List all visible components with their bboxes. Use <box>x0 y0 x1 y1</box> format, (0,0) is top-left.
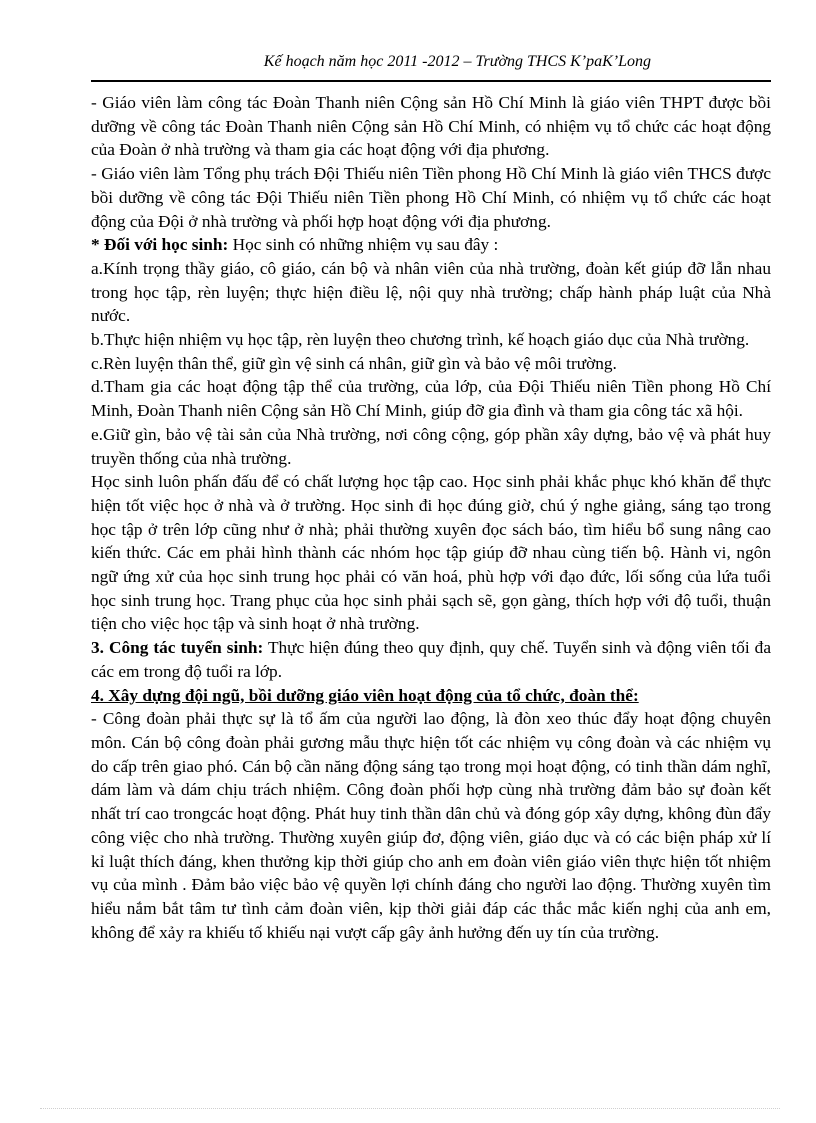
doi-ngu-heading: 4. Xây dựng đội ngũ, bồi dưỡng giáo viên hoạt động của tổ chức, đoàn thể: <box>91 685 639 705</box>
document-body <box>91 91 771 944</box>
paragraph-hoc-sinh-intro <box>91 233 771 257</box>
list-item-b: b.Thực hiện nhiệm vụ học tập, rèn luyện theo chương trình, kế hoạch giáo dục của Nhà trường. <box>91 330 750 350</box>
list-item-e: e.Giữ gìn, bảo vệ tài sản của Nhà trường, nơi công cộng, góp phần xây dựng, bảo vệ và phát huy truyền thống của nhà trường. <box>91 424 771 468</box>
list-item-d: d.Tham gia các hoạt động tập thể của trường, của lớp, của Đội Thiếu niên Tiền phong Hồ Chí Minh, Đoàn Thanh niên Cộng sản Hồ Chí Minh, giúp đỡ gia đình và tham gia công tác xã hội. <box>91 377 771 421</box>
section-heading-doi-ngu <box>91 684 771 708</box>
page-header: Kế hoạch năm học 2011 -2012 – Trường THCS K’paK’Long <box>263 53 651 70</box>
paragraph-doi-thieu-nien: - Giáo viên làm Tổng phụ trách Đội Thiếu niên Tiền phong Hồ Chí Minh là giáo viên THCS được bồi dưỡng về công tác Đội Thiếu niên Tiền phong Hồ Chí Minh, có nhiệm vụ tổ chức các hoạt động của Đội ở nhà trường và phối hợp hoạt động với địa phương. <box>91 164 771 231</box>
paragraph-cong-doan: - Công đoàn phải thực sự là tổ ấm của người lao động, là đòn xeo thúc đẩy hoạt động chuyên môn. Cán bộ công đoàn phải gương mẫu thực hiện tốt các nhiệm vụ công đoàn và các nhiệm vụ do cấp trên giao phó. Cán bộ cần năng động sáng tạo trong mọi hoạt động, có tinh thần dám nghĩ, dám làm và dám chịu trách nhiệm. Công đoàn phối hợp cùng nhà trường đảm bảo sự đoàn kết nhất trí cao trongcác hoạt động. Phát huy tinh thần dân chủ và đóng góp xây dựng, không đùn đẩy công việc cho nhà trường. Thường xuyên giúp đơ, động viên, giáo dục và có các biện pháp xử lí kỉ luật thích đáng, khen thưởng kịp thời giúp cho anh em đoàn viên giáo viên thực hiện tốt nhiệm vụ của mình . Đảm bảo việc bảo vệ quyền lợi chính đáng cho người lao động. Thường xuyên tìm hiểu nắm bắt tâm tư tình cảm đoàn viên, kịp thời giải đáp các thắc mắc kiến nghị của anh em, không để xảy ra khiếu tố khiếu nại vượt cấp gây ảnh hưởng đến uy tín của trường. <box>91 709 771 942</box>
tuyen-sinh-text: Thực hiện đúng theo quy định, quy chế. Tuyển sinh và động viên tối đa các em trong độ tuổi ra lớp. <box>91 638 771 681</box>
footer-rule <box>40 1108 780 1109</box>
paragraph-hoc-tap: Học sinh luôn phấn đấu để có chất lượng học tập cao. Học sinh phải khắc phục khó khăn để thực hiện tốt việc học ở nhà và ở trường. Học sinh đi học đúng giờ, chú ý nghe giảng, sáng tạo trong học tập ở trên lớp cũng như ở nhà; phải thường xuyên đọc sách báo, tìm hiểu bổ sung nâng cao kiến thức. Các em phải hình thành các nhóm học tập giúp đỡ nhau cùng tiến bộ. Hành vi, ngôn ngữ ứng xử của học sinh trung học phải có văn hoá, phù hợp với đạo đức, lối sống của lứa tuổi học sinh trung học. Trang phục của học sinh phải sạch sẽ, gọn gàng, thích hợp với độ tuổi, thuận tiện cho việc học tập và sinh hoạt ở nhà trường. <box>91 472 771 634</box>
paragraph-doan-thanh-nien: - Giáo viên làm công tác Đoàn Thanh niên Cộng sản Hồ Chí Minh là giáo viên THPT được bồi dưỡng về công tác Đoàn Thanh niên Cộng sản Hồ Chí Minh, có nhiệm vụ tổ chức các hoạt động của Đoàn ở nhà trường và tham gia các hoạt động với địa phương. <box>91 93 771 160</box>
paragraph-tuyen-sinh <box>91 636 771 683</box>
tuyen-sinh-heading: 3. Công tác tuyển sinh: <box>91 638 264 658</box>
list-item-a: a.Kính trọng thầy giáo, cô giáo, cán bộ và nhân viên của nhà trường, đoàn kết giúp đỡ lẫn nhau trong học tập, rèn luyện; thực hiện điều lệ, nội quy nhà trường; chấp hành pháp luật của Nhà nước. <box>91 258 771 326</box>
hoc-sinh-text: Học sinh có những nhiệm vụ sau đây : <box>228 235 499 255</box>
hoc-sinh-label: * Đối với học sinh: <box>91 235 229 255</box>
list-item-c: c.Rèn luyện thân thể, giữ gìn vệ sinh cá nhân, giữ gìn và bảo vệ môi trường. <box>91 353 617 373</box>
header-rule <box>91 80 771 82</box>
